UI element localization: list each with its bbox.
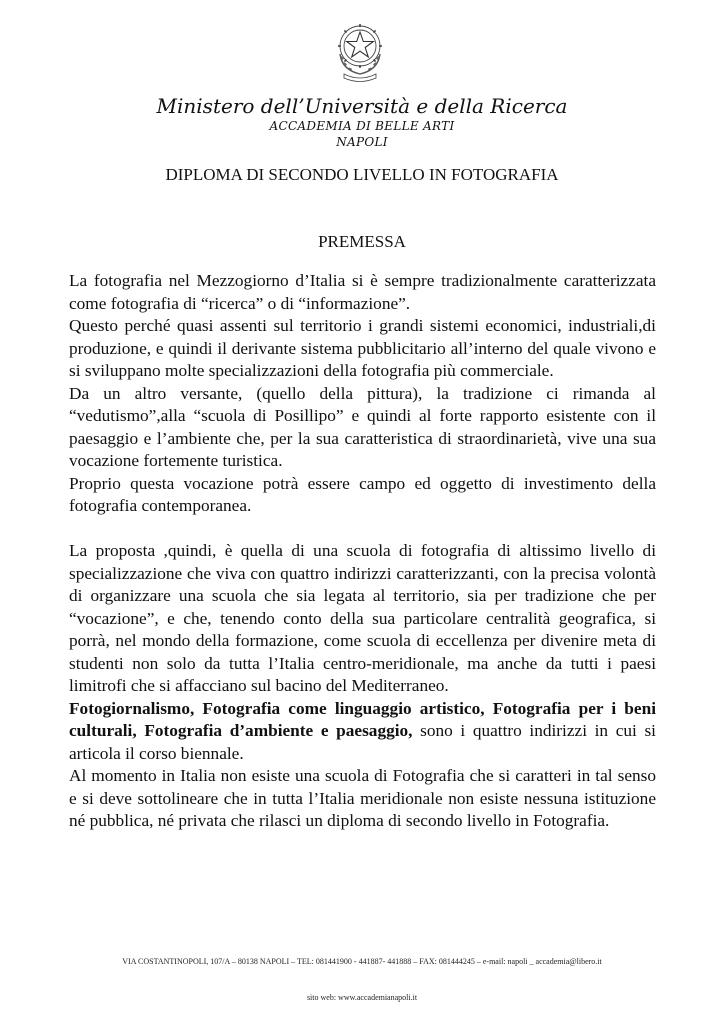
document-body	[69, 270, 656, 833]
ministry-name: Ministero dell’Università e della Ricerca	[156, 94, 568, 118]
specializations-text: sono i quattro indirizzi in cui si articola il corso biennale.	[69, 721, 656, 763]
section-heading: PREMESSA	[318, 232, 406, 251]
paragraph-gap	[69, 518, 656, 541]
footer-website: sito web: www.accademianapoli.it	[306, 993, 418, 1002]
paragraph: La fotografia nel Mezzogiorno d’Italia si è sempre tradizionalmente caratterizzata come fotografia di “ricerca” o di “informazione”.	[69, 271, 656, 313]
document-title: DIPLOMA DI SECONDO LIVELLO IN FOTOGRAFIA	[165, 165, 559, 184]
paragraph: Questo perché quasi assenti sul territorio i grandi sistemi economici, industriali,di produzione, e quindi il derivante sistema pubblicitario all’interno del quale vivono e si sviluppano molte specializzazioni della fotografia più commerciale.	[69, 316, 656, 380]
paragraph: Da un altro versante, (quello della pittura), la tradizione ci rimanda al “vedutismo”,alla “scuola di Posillipo” e quindi al forte rapporto esistente con il paesaggio e l’ambiente che, per la sua caratteristica di straordinarietà, vive una sua vocazione fortemente turistica.	[69, 383, 656, 470]
paragraph: Al momento in Italia non esiste una scuola di Fotografia che si caratteri in tal senso e si deve sottolineare che in tutta l’Italia meridionale non esiste nessuna istituzione né pubblica, né privata che rilasci un diploma di secondo livello in Fotografia.	[69, 766, 656, 830]
city-name: NAPOLI	[336, 135, 388, 149]
academy-name: ACCADEMIA DI BELLE ARTI	[269, 119, 455, 133]
paragraph-specializations	[69, 698, 656, 766]
specializations-list: Fotogiornalismo, Fotografia come linguaggio artistico, Fotografia per i beni culturali, Fotografia d’ambiente e paesaggio,	[69, 698, 656, 740]
paragraph: La proposta ,quindi, è quella di una scuola di fotografia di altissimo livello di specializzazione che viva con quattro indirizzi caratterizzanti, con la precisa volontà di organizzare una scuola che sia legata al territorio, sia per tradizione che per “vocazione”, e che, tenendo conto della sua particolare centralità geografica, si porrà, nel mondo della formazione, come scuola di eccellenza per divenire meta di studenti non solo da tutta l’Italia centro-meridionale, ma anche da tutti i paesi limitrofi che si affacciano sul bacino del Mediterraneo.	[69, 541, 656, 695]
footer-address: VIA COSTANTINOPOLI, 107/A – 80138 NAPOLI – TEL: 081441900 - 441887- 441888 – FAX: 081444245 – e-mail: napoli _ accademia@libero.it	[122, 957, 602, 966]
paragraph: Proprio questa vocazione potrà essere campo ed oggetto di investimento della fotografia contemporanea.	[69, 473, 656, 515]
italian-republic-emblem-icon	[330, 14, 390, 84]
